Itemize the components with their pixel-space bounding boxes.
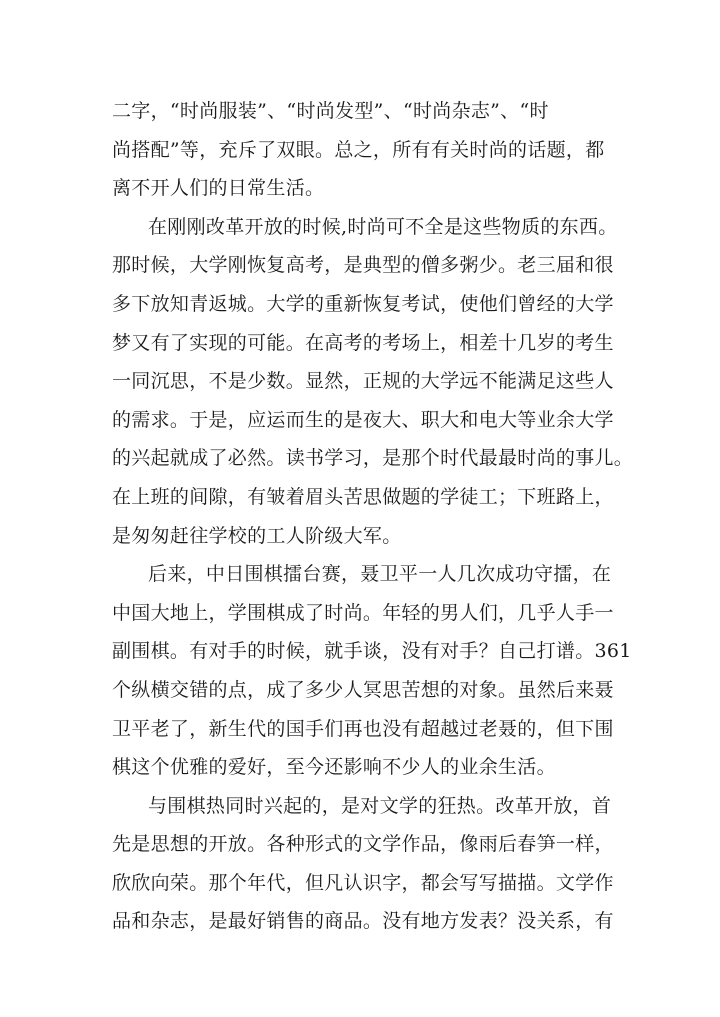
text-line: 在上班的间隙，有皱着眉头苦思做题的学徒工；下班路上， xyxy=(112,485,614,508)
text-line: 品和杂志，是最好销售的商品。没有地方发表？没关系，有 xyxy=(112,910,614,933)
text-line: 是匆匆赶往学校的工人阶级大军。 xyxy=(112,524,402,547)
text-line: 棋这个优雅的爱好，至今还影响不少人的业余生活。 xyxy=(112,756,556,779)
text-line: 的需求。于是，应运而生的是夜大、职大和电大等业余大学 xyxy=(112,408,614,431)
text-line: 尚搭配”等，充斥了双眼。总之，所有有关时尚的话题，都 xyxy=(112,138,605,161)
text-line: 先是思想的开放。各种形式的文学作品，像雨后春笋一样， xyxy=(112,833,614,856)
paragraph-first-line: 与围棋热同时兴起的，是对文学的狂热。改革开放，首 xyxy=(148,794,612,817)
document-body xyxy=(112,92,634,941)
text-line: 梦又有了实现的可能。在高考的考场上，相差十几岁的考生 xyxy=(112,331,614,354)
paragraph-first-line: 后来，中日围棋擂台赛，聂卫平一人几次成功守擂，在 xyxy=(148,563,612,586)
text-line: 那时候，大学刚恢复高考，是典型的僧多粥少。老三届和很 xyxy=(112,254,614,277)
text-line: 卫平老了，新生代的国手们再也没有超越过老聂的，但下围 xyxy=(112,717,614,740)
text-line: 的兴起就成了必然。读书学习，是那个时代最最时尚的事儿。 xyxy=(112,447,634,470)
text-line: 欣欣向荣。那个年代，但凡认识字，都会写写描描。文学作 xyxy=(112,871,614,894)
text-line: 二字，“时尚服装”、“时尚发型”、“时尚杂志”、“时 xyxy=(112,100,549,122)
text-line: 多下放知青返城。大学的重新恢复考试，使他们曾经的大学 xyxy=(112,292,614,315)
text-line: 副围棋。有对手的时候，就手谈，没有对手？自己打谱。361 xyxy=(112,640,632,663)
text-line: 中国大地上，学围棋成了时尚。年轻的男人们，几乎人手一 xyxy=(112,601,614,624)
text-line: 个纵横交错的点，成了多少人冥思苦想的对象。虽然后来聂 xyxy=(112,678,614,701)
paragraph-first-line: 在刚刚改革开放的时候,时尚可不全是这些物质的东西。 xyxy=(148,215,618,238)
text-line: 离不开人们的日常生活。 xyxy=(112,177,325,200)
text-line: 一同沉思，不是少数。显然，正规的大学远不能满足这些人 xyxy=(112,370,614,393)
